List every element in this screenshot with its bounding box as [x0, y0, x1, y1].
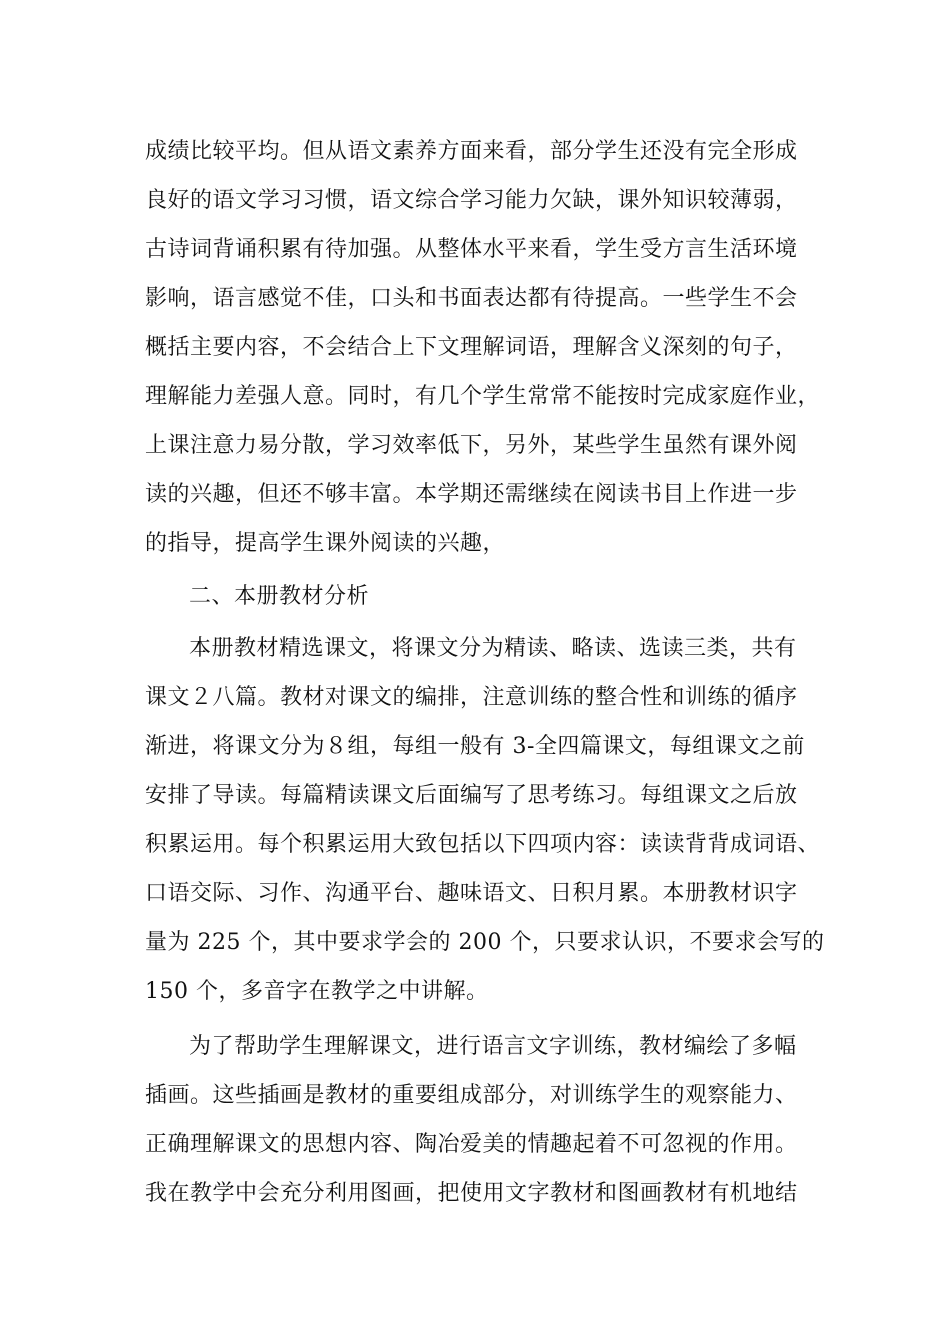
text-line: 影响，语言感觉不佳，口头和书面表达都有待提高。一些学生不会: [145, 286, 798, 311]
text-line: 读的兴趣，但还不够丰富。本学期还需继续在阅读书目上作进一步: [145, 482, 798, 507]
text-line: 渐进，将课文分为８组，每组一般有 3-全四篇课文，每组课文之前: [145, 734, 805, 759]
text-line: 古诗词背诵积累有待加强。从整体水平来看，学生受方言生活环境: [145, 237, 798, 262]
text-line: 量为 225 个，其中要求学会的 200 个，只要求认识，不要求会写的: [145, 930, 825, 955]
text-line: 口语交际、习作、沟通平台、趣味语文、日积月累。本册教材识字: [145, 881, 798, 906]
text-line: 为了帮助学生理解课文，进行语言文字训练，教材编绘了多幅: [189, 1034, 797, 1059]
text-line: 正确理解课文的思想内容、陶冶爱美的情趣起着不可忽视的作用。: [145, 1132, 798, 1157]
text-line: 积累运用。每个积累运用大致包括以下四项内容：读读背背成词语、: [145, 832, 821, 857]
text-line: 良好的语文学习习惯，语文综合学习能力欠缺，课外知识较薄弱，: [145, 188, 798, 213]
section-heading: 二、本册教材分析: [189, 584, 370, 609]
text-line: 插画。这些插画是教材的重要组成部分，对训练学生的观察能力、: [145, 1083, 798, 1108]
text-line: 我在教学中会充分利用图画，把使用文字教材和图画教材有机地结: [145, 1181, 798, 1206]
text-line: 上课注意力易分散，学习效率低下，另外，某些学生虽然有课外阅: [145, 433, 798, 458]
text-line: 概括主要内容，不会结合上下文理解词语，理解含义深刻的句子，: [145, 335, 798, 360]
text-line: 课文２八篇。教材对课文的编排，注意训练的整合性和训练的循序: [145, 685, 798, 710]
text-line: 的指导，提高学生课外阅读的兴趣，: [145, 531, 506, 556]
text-line: 安排了导读。每篇精读课文后面编写了思考练习。每组课文之后放: [145, 783, 798, 808]
text-line: 理解能力差强人意。同时，有几个学生常常不能按时完成家庭作业，: [145, 384, 821, 409]
text-line: 成绩比较平均。但从语文素养方面来看，部分学生还没有完全形成: [145, 139, 798, 164]
text-line: 本册教材精选课文，将课文分为精读、略读、选读三类，共有: [189, 636, 797, 661]
text-line: 150 个，多音字在教学之中讲解。: [145, 979, 489, 1004]
